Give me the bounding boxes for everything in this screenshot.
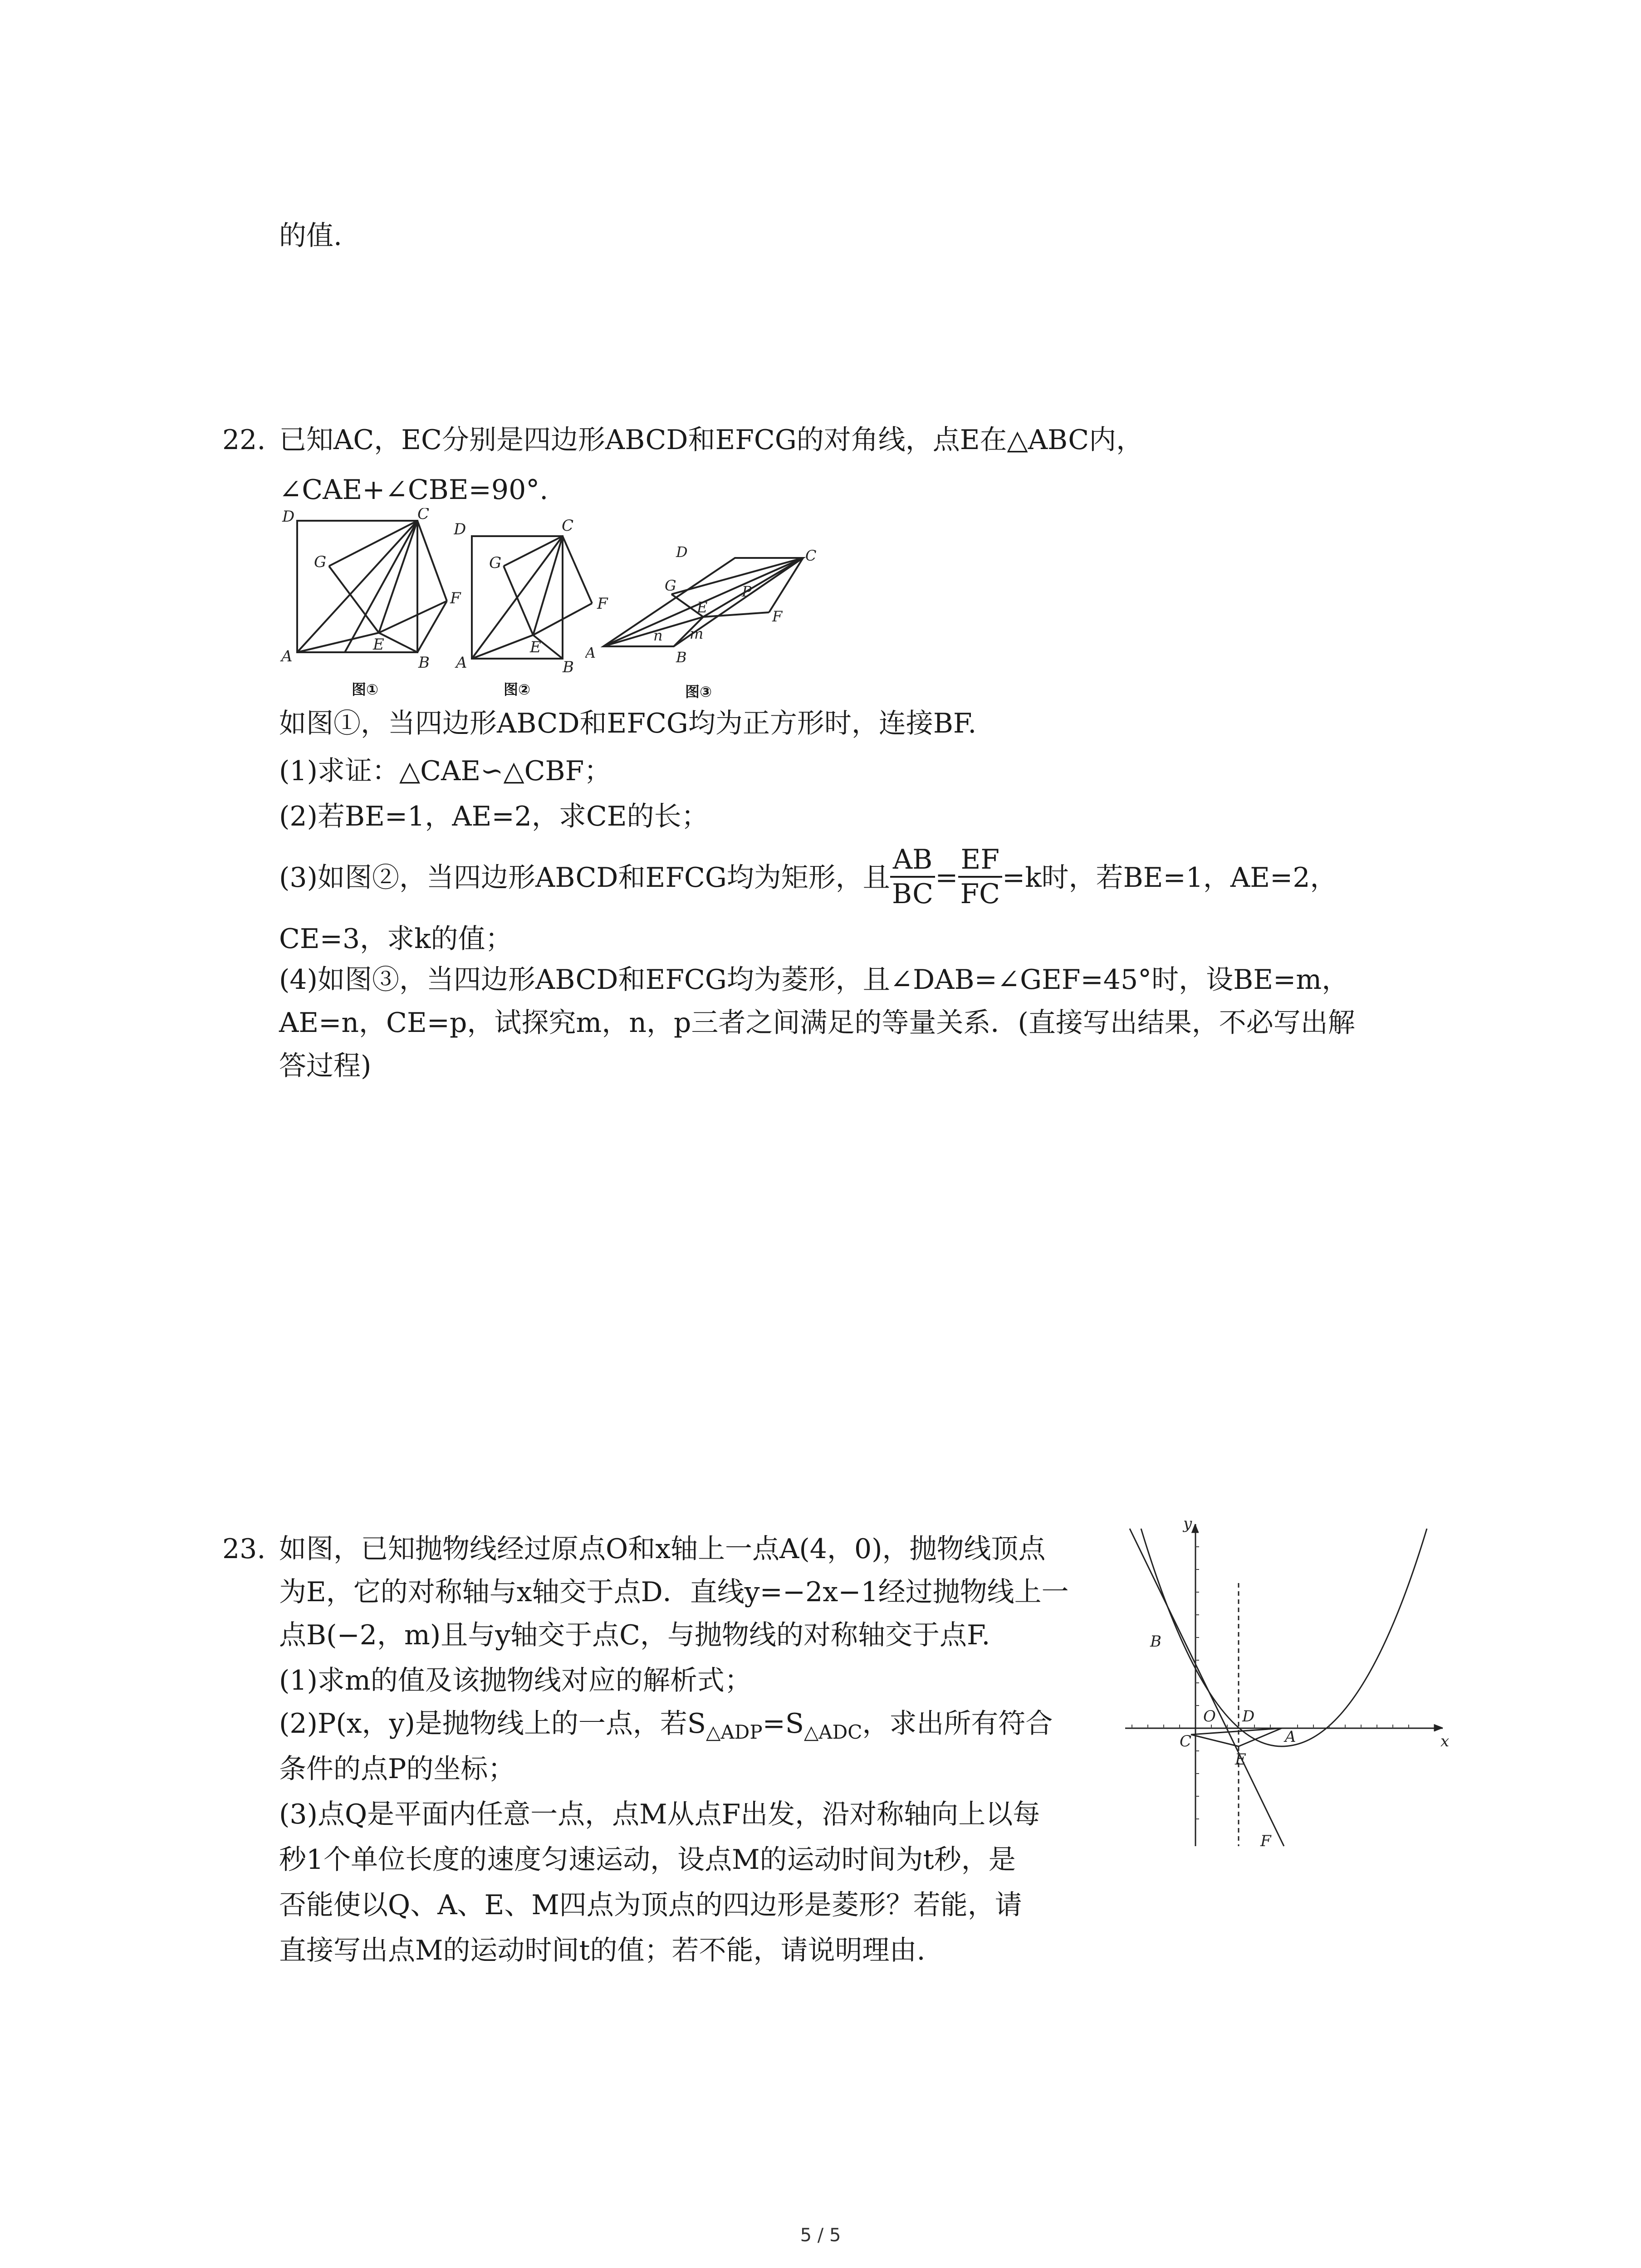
- q23-stem-line2: 为E，它的对称轴与x轴交于点D．直线y=−2x−1经过抛物线上一: [279, 1576, 1069, 1608]
- svg-text:E: E: [697, 599, 708, 616]
- svg-text:D: D: [676, 544, 688, 561]
- line-bf: [1130, 1529, 1284, 1846]
- point-a-label: A: [1285, 1728, 1296, 1746]
- q23-part-2-text-b: ，求出所有符合: [862, 1708, 1053, 1740]
- page-number: 5 / 5: [800, 2225, 841, 2246]
- point-d-label: D: [1242, 1707, 1255, 1725]
- y-axis-label: y: [1183, 1515, 1192, 1533]
- svg-text:E: E: [373, 635, 384, 654]
- fraction-numerator: EF: [958, 843, 1002, 878]
- q23-part-3-line1: (3)点Q是平面内任意一点，点M从点F出发，沿对称轴向上以每: [279, 1799, 1040, 1830]
- prev-question-tail: 的值.: [279, 220, 343, 252]
- q23-part-3-line4: 直接写出点M的运动时间t的值；若不能，请说明理由.: [279, 1935, 926, 1966]
- svg-text:A: A: [456, 654, 467, 672]
- svg-text:G: G: [665, 577, 676, 594]
- q23-part-2-mid: =S: [762, 1708, 804, 1740]
- svg-text:G: G: [489, 554, 502, 572]
- point-o-label: O: [1203, 1707, 1216, 1725]
- svg-text:C: C: [562, 517, 574, 535]
- q23-part-2-line2: 条件的点P的坐标；: [279, 1753, 515, 1785]
- q22-intro: 如图①，当四边形ABCD和EFCG均为正方形时，连接BF.: [279, 708, 977, 739]
- svg-text:F: F: [597, 595, 608, 613]
- svg-text:F: F: [772, 608, 783, 625]
- svg-text:m: m: [690, 625, 704, 642]
- q23-part-3-line2: 秒1个单位长度的速度匀速运动，设点M的运动时间为t秒，是: [279, 1844, 1016, 1876]
- q23-part-2-text-a: (2)P(x，y)是抛物线上的一点，若S: [279, 1708, 706, 1740]
- fraction-ef-fc: [958, 843, 1002, 910]
- parabola-curve: [1141, 1529, 1427, 1746]
- q22-figure-3: [585, 544, 839, 680]
- q22-part-2: (2)若BE=1，AE=2，求CE的长；: [279, 801, 709, 832]
- q22-figure-1-caption: 图①: [352, 681, 379, 698]
- svg-text:F: F: [450, 589, 461, 607]
- svg-text:D: D: [454, 520, 466, 538]
- svg-text:C: C: [417, 508, 430, 523]
- q22-figure-2-caption: 图②: [504, 681, 531, 698]
- question-number: 22.: [222, 424, 266, 456]
- point-b-label: B: [1150, 1633, 1161, 1651]
- q22-figure-3-caption: 图③: [685, 683, 712, 700]
- svg-text:A: A: [585, 644, 596, 661]
- point-e-label: E: [1235, 1750, 1246, 1769]
- point-c-label: C: [1180, 1732, 1192, 1750]
- q23-part-1: (1)求m的值及该抛物线对应的解析式；: [279, 1665, 752, 1696]
- fraction-ab-bc: [890, 843, 935, 910]
- q22-figure-1: [272, 508, 463, 689]
- svg-text:E: E: [530, 638, 541, 656]
- fraction-denominator: FC: [960, 878, 1000, 910]
- q22-part-3-line1: [279, 841, 1337, 914]
- q22-part-4-line2: AE=n，CE=p，试探究m，n，p三者之间满足的等量关系．(直接写出结果，不必写出解: [279, 1007, 1355, 1039]
- q22-part-4-line3: 答过程): [279, 1050, 372, 1082]
- svg-text:G: G: [314, 553, 327, 571]
- svg-text:B: B: [418, 654, 430, 672]
- fraction-denominator: BC: [892, 878, 934, 910]
- q23-part-3-line3: 否能使以Q、A、E、M四点为顶点的四边形是菱形？若能，请: [279, 1889, 1022, 1921]
- svg-text:A: A: [281, 647, 293, 665]
- q22-part-4-line1: (4)如图③，当四边形ABCD和EFCG均为菱形，且∠DAB=∠GEF=45°时，设BE=m，: [279, 964, 1349, 996]
- q22-part-3-text-b: =k时，若BE=1，AE=2，: [1002, 862, 1337, 894]
- svg-text:B: B: [676, 649, 687, 666]
- svg-text:C: C: [805, 547, 817, 564]
- svg-text:B: B: [563, 658, 574, 676]
- q22-stem-line1: 已知AC，EC分别是四边形ABCD和EFCG的对角线，点E在△ABC内，: [279, 424, 1144, 456]
- q23-stem-line3: 点B(−2，m)且与y轴交于点C，与抛物线的对称轴交于点F.: [279, 1619, 990, 1651]
- svg-text:D: D: [282, 508, 295, 526]
- fraction-numerator: AB: [890, 843, 935, 878]
- subscript-adp: △ADP: [706, 1721, 763, 1743]
- equals-sign: =: [935, 862, 958, 894]
- q22-part-3-text-a: (3)如图②，当四边形ABCD和EFCG均为矩形，且: [279, 862, 890, 894]
- q23-parabola-graph: [1116, 1510, 1461, 1864]
- q22-part-3-line2: CE=3，求k的值；: [279, 923, 513, 955]
- q22-stem-line2: ∠CAE+∠CBE=90°.: [279, 474, 549, 506]
- q22-part-1: (1)求证：△CAE∽△CBF；: [279, 755, 612, 787]
- q23-stem-line1: 如图，已知抛物线经过原点O和x轴上一点A(4，0)，抛物线顶点: [279, 1533, 1046, 1565]
- point-f-label: F: [1260, 1832, 1271, 1850]
- question-number: 23.: [222, 1533, 266, 1565]
- q23-part-2-line1: [279, 1706, 1053, 1750]
- svg-text:n: n: [653, 627, 663, 644]
- x-axis-label: x: [1440, 1732, 1450, 1750]
- svg-text:P: P: [742, 583, 752, 600]
- subscript-adc: △ADC: [803, 1721, 862, 1743]
